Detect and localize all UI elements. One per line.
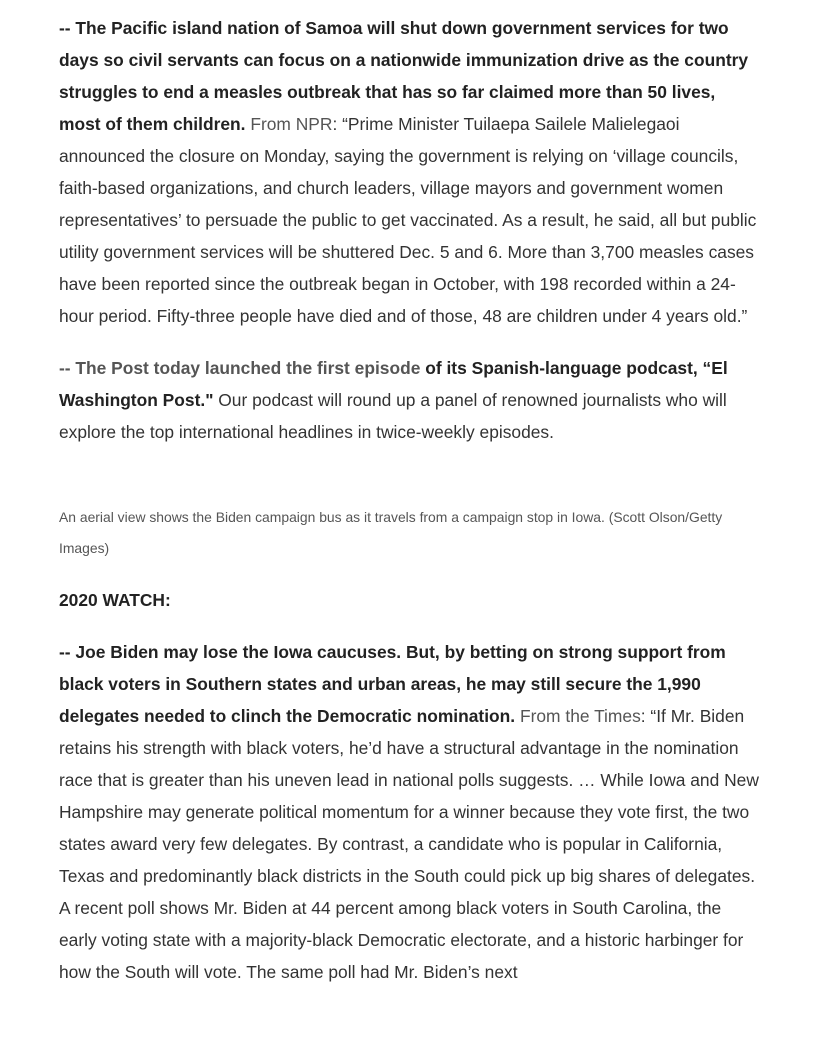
- biden-lead: -- Joe Biden may lose the Iowa caucuses. But, by betting on strong support from black voters in Southern states and urban areas, he may still secure the 1,990 delegates needed to clinch the Democratic nomination.: [59, 642, 726, 726]
- npr-source-link[interactable]: From NPR: [250, 114, 333, 134]
- times-source-link[interactable]: From the Times: [519, 706, 641, 726]
- podcast-episode-link[interactable]: -- The Post today launched the first episode: [59, 358, 421, 378]
- podcast-paragraph: [59, 352, 760, 448]
- podcast-title: of its Spanish-language podcast, “El Washington Post.": [59, 358, 728, 410]
- section-heading: 2020 WATCH:: [59, 590, 171, 610]
- samoa-paragraph: [59, 12, 760, 332]
- biden-paragraph: [59, 636, 760, 988]
- samoa-lead: -- The Pacific island nation of Samoa will shut down government services for two days so civil servants can focus on a nationwide immunization drive as the country struggles to end a measles outbreak that has so far claimed more than 50 lives, most of them children.: [59, 18, 749, 134]
- times-quote: : “If Mr. Biden retains his strength with black voters, he’d have a structural advantage in the nomination race that is greater than his uneven lead in national polls suggests. … While Iowa and New Hampshire may generate political momentum for a winner because they vote first, the two states award very few delegates. By contrast, a candidate who is popular in California, Texas and predominantly black districts in the South could pick up big shares of delegates. A recent poll shows Mr. Biden at 44 percent among black voters in South Carolina, the early voting state with a majority-black Democratic electorate, and a historic harbinger for how the South will vote. The same poll had Mr. Biden’s next: [59, 706, 759, 982]
- photo-caption: An aerial view shows the Biden campaign bus as it travels from a campaign stop in Iowa. (Scott Olson/Getty Images): [59, 509, 723, 556]
- podcast-description: Our podcast will round up a panel of renowned journalists who will explore the top international headlines in twice-weekly episodes.: [59, 390, 727, 442]
- npr-quote: : “Prime Minister Tuilaepa Sailele Malielegaoi announced the closure on Monday, saying the government is relying on ‘village councils, faith-based organizations, and church leaders, village mayors and government women representatives’ to persuade the public to get vaccinated. As a result, he said, all but public utility government services will be shuttered Dec. 5 and 6. More than 3,700 measles cases have been reported since the outbreak began in October, with 198 recorded within a 24-hour period. Fifty-three people have died and of those, 48 are children under 4 years old.”: [59, 114, 757, 326]
